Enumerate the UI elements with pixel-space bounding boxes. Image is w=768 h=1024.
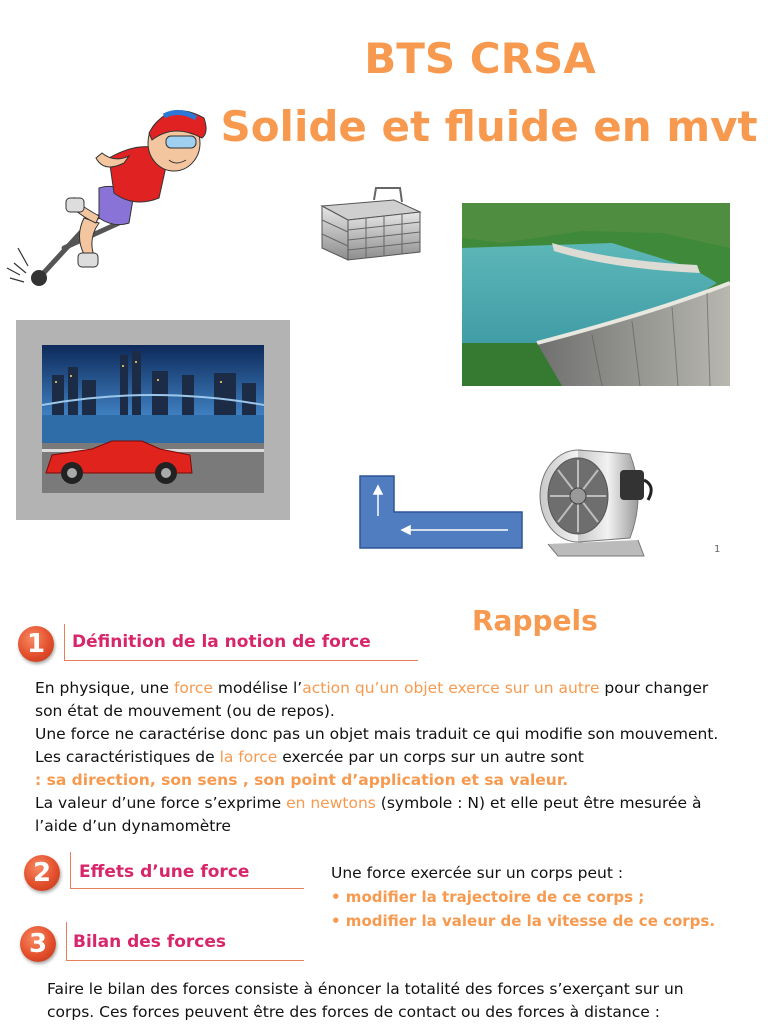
definition-paragraph: En physique, une force modélise l’action qu’un objet exerce sur un autre pour changer son état de mouvement (ou de repos). Une force ne caractérise donc pas un objet mais traduit ce qui modifie son mouvement. Les caractéristiques de la force exercée par un corps sur un autre sont : sa direction, son sens , son point d’application et sa valeur. La valeur d’une force s’exprime en newtons (symbole : N) et elle peut être mesurée à l’aide d’un dynamomètre (35, 679, 719, 835)
page-number: 1 (714, 544, 721, 555)
section-underline (66, 960, 304, 961)
l-shape-flow-diagram (356, 472, 528, 552)
section-underline (64, 660, 418, 661)
section-divider (64, 624, 65, 660)
effects-bullet-speed: • modifier la valeur de la vitesse de ce corps. (331, 912, 716, 930)
car-city-photo (42, 345, 264, 493)
section-title-definition: Définition de la notion de force (72, 632, 371, 652)
dam-photo (462, 203, 730, 386)
slide-title-line2: Solide et fluide en mvt (220, 102, 758, 151)
section-divider (70, 852, 71, 888)
section-divider (66, 922, 67, 960)
axial-fan-image (534, 440, 656, 558)
section-title-bilan: Bilan des forces (73, 932, 227, 952)
effects-intro: Une force exercée sur un corps peut : (331, 864, 624, 882)
section-number-badge: 1 (18, 626, 54, 662)
slide-title-line1: BTS CRSA (364, 34, 596, 83)
cyclist-illustration (4, 98, 219, 298)
section-underline (70, 888, 304, 889)
section-number-badge: 3 (20, 926, 56, 962)
section-number-badge: 2 (24, 855, 60, 891)
effects-bullet-trajectory: • modifier la trajectoire de ce corps ; (331, 888, 645, 906)
section-title-effets: Effets d’une force (79, 862, 250, 882)
bilan-paragraph: Faire le bilan des forces consiste à énoncer la totalité des forces s’exerçant sur un corps. Ces forces peuvent être des forces de contact ou des forces à distance : (47, 980, 684, 1021)
wire-cage-image (314, 186, 426, 266)
rappels-heading: Rappels (472, 604, 598, 637)
